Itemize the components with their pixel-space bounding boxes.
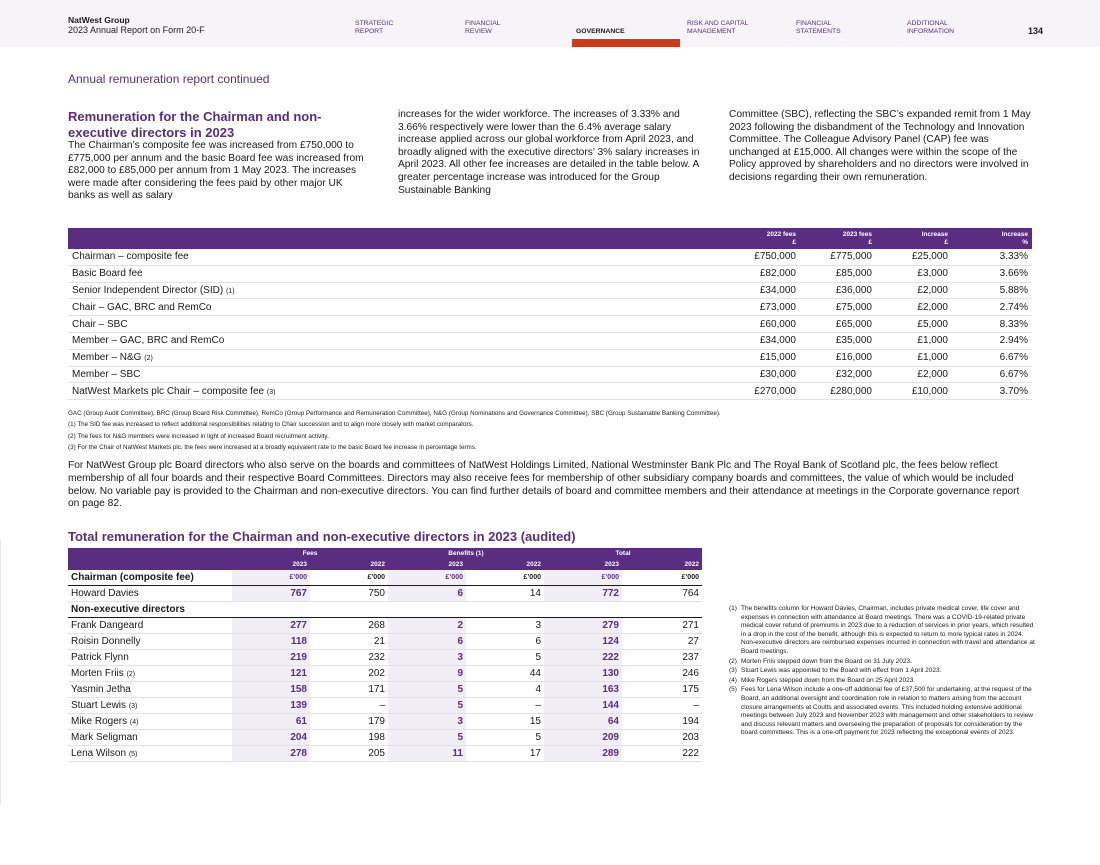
remuneration-value: 204	[232, 730, 310, 746]
fee-row	[68, 265, 1032, 282]
remuneration-value: 232	[310, 650, 388, 666]
fee-value: £3,000	[876, 265, 952, 282]
group-total: Total	[544, 548, 702, 559]
margin-rule	[0, 540, 1, 805]
director-name: Howard Davies	[68, 586, 232, 602]
group-header-row	[68, 548, 702, 559]
director-name: Lena Wilson (5)	[68, 746, 232, 762]
chairman-section-label: Chairman (composite fee)	[68, 570, 232, 586]
subsidiary-fees-paragraph: For NatWest Group plc Board directors who also serve on the boards and committees of NatWest Holdings Limited, National Westminster Bank Plc and The Royal Bank of Scotland plc, the fees below reflect membership of all four boards and their respective Board Committees. Directors may also receive fees for membership of other subsidiary company boards and committees, the value of which would be included below. No variable pay is provided to the Chairman and non-executive directors. You can find further details of board and committee members and their attendance at meetings in the Corporate governance report on page 82.	[68, 460, 1020, 510]
remuneration-value: 124	[544, 634, 622, 650]
unit-label: £’000	[232, 570, 310, 586]
remuneration-value: 4	[466, 682, 544, 698]
fee-label: Member – GAC, BRC and RemCo	[68, 332, 724, 349]
unit-label: £’000	[388, 570, 466, 586]
remuneration-value: 194	[622, 714, 702, 730]
fee-label: Senior Independent Director (SID) (1)	[68, 282, 724, 299]
fee-value: 3.70%	[952, 383, 1032, 400]
remuneration-value: 5	[388, 698, 466, 714]
fee-label: Member – N&G (2)	[68, 349, 724, 366]
remuneration-value: 179	[310, 714, 388, 730]
director-row	[68, 682, 702, 698]
fee-label: Member – SBC	[68, 366, 724, 383]
fee-label: Basic Board fee	[68, 265, 724, 282]
fee-label: Chairman – composite fee	[68, 249, 724, 265]
remuneration-value: 3	[388, 650, 466, 666]
fee-table-notes: GAC (Group Audit Committee), BRC (Group Board Risk Committee), RemCo (Group Performance and Remuneration Committee), N&G (Group Nominations and Governance Committee), SBC (Group Sustainable Banking Committee). (1) The SID fee was increased to reflect additional responsibilities relating to Chair succession and to align more closely with market comparators. (2) The fees for N&G members were increased in light of increased Board recruitment activity. (3) For the Chair of NatWest Markets plc, the fees were increased at a broadly equivalent rate to the basic Board fee increase in percentage terms.	[68, 410, 721, 451]
footnote: (5) Fees for Lena Wilson include a one-off additional fee of £37,500 for undertaking, at the request of the Board, an additional oversight and coordination role in relation to matters arising from the account closure arrangements at Coutts and associated events. This included holding extensive additional meetings between July 2023 and November 2023 with management and other stakeholders to review and discuss relevant matters and overseeing the preparation of proposals for consideration by the board committees. This is a one-off payment for 2023 reflecting the exceptional events of 2023.	[729, 686, 1033, 737]
remuneration-value: 171	[310, 682, 388, 698]
remuneration-value: 3	[466, 618, 544, 634]
unit-label: £’000	[466, 570, 544, 586]
remuneration-value: 289	[544, 746, 622, 762]
fee-value: £270,000	[724, 383, 800, 400]
remuneration-value: 203	[622, 730, 702, 746]
footnote: (4) Mike Rogers stepped down from the Board on 25 April 2023.	[729, 676, 916, 684]
fee-value: £1,000	[876, 349, 952, 366]
fee-value: 2.94%	[952, 332, 1032, 349]
remuneration-value: 767	[232, 586, 310, 602]
body-col-2: increases for the wider workforce. The increases of 3.33% and 3.66% respectively were lower than the 6.4% average salary increase applied across our global workforce from April 2023, and broadly aligned with the executive directors’ 3% salary increases in April 2023. All other fee increases are detailed in the table below. A greater percentage increase was introduced for the Group Sustainable Banking	[398, 109, 700, 196]
remuneration-value: 14	[466, 586, 544, 602]
group-fees: Fees	[232, 548, 388, 559]
remuneration-value: 163	[544, 682, 622, 698]
fee-value: 3.66%	[952, 265, 1032, 282]
remuneration-value: 6	[388, 586, 466, 602]
remuneration-value: 279	[544, 618, 622, 634]
units-row	[68, 570, 702, 586]
remuneration-value: 3	[388, 714, 466, 730]
fee-value: £73,000	[724, 299, 800, 316]
fee-value: £30,000	[724, 366, 800, 383]
remuneration-value: 121	[232, 666, 310, 682]
total-remuneration-title: Total remuneration for the Chairman and non-executive directors in 2023 (audited)	[68, 529, 576, 544]
fee-row	[68, 332, 1032, 349]
fee-value: £85,000	[800, 265, 876, 282]
fee-value: £2,000	[876, 366, 952, 383]
remuneration-value: 61	[232, 714, 310, 730]
fee-label: NatWest Markets plc Chair – composite fee (3)	[68, 383, 724, 400]
year-header-row: 2023 2022 2023 2022 2023 2022	[68, 559, 702, 570]
director-name: Morten Friis (2)	[68, 666, 232, 682]
director-row	[68, 618, 702, 634]
director-row	[68, 698, 702, 714]
col-header: Increase £	[876, 228, 952, 249]
fee-value: £750,000	[724, 249, 800, 265]
fee-value: £10,000	[876, 383, 952, 400]
director-name: Mike Rogers (4)	[68, 714, 232, 730]
fee-value: £34,000	[724, 332, 800, 349]
fee-value: £16,000	[800, 349, 876, 366]
fee-row	[68, 366, 1032, 383]
fee-row	[68, 299, 1032, 316]
remuneration-value: 219	[232, 650, 310, 666]
remuneration-value: 268	[310, 618, 388, 634]
remuneration-value: –	[622, 698, 702, 714]
remuneration-value: 237	[622, 650, 702, 666]
director-row	[68, 634, 702, 650]
unit-label: £’000	[544, 570, 622, 586]
remuneration-value: 2	[388, 618, 466, 634]
remuneration-value: 6	[466, 634, 544, 650]
remuneration-value: 27	[622, 634, 702, 650]
fee-table	[68, 228, 1032, 400]
remuneration-value: 222	[622, 746, 702, 762]
col-header: Increase %	[952, 228, 1032, 249]
fee-value: 2.74%	[952, 299, 1032, 316]
remuneration-value: 44	[466, 666, 544, 682]
remuneration-value: 118	[232, 634, 310, 650]
director-row	[68, 586, 702, 602]
remuneration-value: 764	[622, 586, 702, 602]
remuneration-value: 277	[232, 618, 310, 634]
nav-strategic-report[interactable]: STRATEGIC REPORT	[355, 20, 394, 35]
remuneration-value: 198	[310, 730, 388, 746]
director-row	[68, 730, 702, 746]
remuneration-value: 158	[232, 682, 310, 698]
remuneration-value: 5	[466, 650, 544, 666]
director-name: Yasmin Jetha	[68, 682, 232, 698]
body-col-1: The Chairman’s composite fee was increased from £750,000 to £775,000 per annum and the basic Board fee was increased from £82,000 to £85,000 per annum from 1 May 2023. The increases were made after considering the fees paid by other major UK banks as well as salary	[68, 140, 364, 202]
remuneration-value: 209	[544, 730, 622, 746]
col-header: 2022 fees £	[724, 228, 800, 249]
remuneration-value: 9	[388, 666, 466, 682]
fee-label: Chair – GAC, BRC and RemCo	[68, 299, 724, 316]
remuneration-value: 130	[544, 666, 622, 682]
remuneration-value: 144	[544, 698, 622, 714]
group-benefits: Benefits (1)	[388, 548, 544, 559]
remuneration-value: 222	[544, 650, 622, 666]
total-remuneration-table	[68, 548, 702, 762]
fee-row	[68, 383, 1032, 400]
footnote: (3) Stuart Lewis was appointed to the Board with effect from 1 April 2023.	[729, 667, 942, 675]
remuneration-value: 17	[466, 746, 544, 762]
fee-row	[68, 249, 1032, 265]
remuneration-value: 278	[232, 746, 310, 762]
fee-value: £2,000	[876, 282, 952, 299]
fee-value: £34,000	[724, 282, 800, 299]
remuneration-value: 5	[466, 730, 544, 746]
remuneration-value: 15	[466, 714, 544, 730]
nav-financial-review[interactable]: FINANCIAL REVIEW	[465, 20, 501, 35]
nav-financial-statements[interactable]: FINANCIAL STATEMENTS	[796, 20, 841, 35]
remuneration-value: 5	[388, 730, 466, 746]
fee-value: £15,000	[724, 349, 800, 366]
fee-row	[68, 316, 1032, 333]
director-name: Patrick Flynn	[68, 650, 232, 666]
director-row	[68, 650, 702, 666]
remuneration-value: 271	[622, 618, 702, 634]
remuneration-value: –	[310, 698, 388, 714]
remuneration-value: 64	[544, 714, 622, 730]
nav-governance[interactable]: GOVERNANCE	[576, 28, 625, 35]
director-row	[68, 714, 702, 730]
nav-risk-capital[interactable]: RISK AND CAPITAL MANAGEMENT	[687, 20, 749, 35]
remuneration-value: 246	[622, 666, 702, 682]
remuneration-value: 205	[310, 746, 388, 762]
fee-value: 6.67%	[952, 349, 1032, 366]
remuneration-footnotes	[729, 605, 1039, 739]
nav-additional-information[interactable]: ADDITIONAL INFORMATION	[907, 20, 955, 35]
fee-value: £82,000	[724, 265, 800, 282]
fee-row	[68, 349, 1032, 366]
fee-value: £65,000	[800, 316, 876, 333]
fee-value: £2,000	[876, 299, 952, 316]
remuneration-value: 175	[622, 682, 702, 698]
director-name: Mark Seligman	[68, 730, 232, 746]
fee-table-header	[68, 228, 1032, 249]
fee-value: £280,000	[800, 383, 876, 400]
remuneration-value: 139	[232, 698, 310, 714]
fee-value: 3.33%	[952, 249, 1032, 265]
director-name: Stuart Lewis (3)	[68, 698, 232, 714]
unit-label: £’000	[310, 570, 388, 586]
nav-active-indicator	[572, 39, 680, 47]
fee-value: £32,000	[800, 366, 876, 383]
fee-value: £60,000	[724, 316, 800, 333]
director-name: Frank Dangeard	[68, 618, 232, 634]
fee-value: £775,000	[800, 249, 876, 265]
report-subtitle: 2023 Annual Report on Form 20-F	[68, 25, 205, 35]
remuneration-value: 772	[544, 586, 622, 602]
fee-value: £75,000	[800, 299, 876, 316]
fee-label: Chair – SBC	[68, 316, 724, 333]
ned-header-row	[68, 602, 702, 618]
col-header: 2023 fees £	[800, 228, 876, 249]
body-col-3: Committee (SBC), reflecting the SBC’s expanded remit from 1 May 2023 following the disbandment of the Technology and Innovation Committee. The Colleague Advisory Panel (CAP) fee was unchanged at £15,000. All changes were within the scope of the Policy approved by shareholders and no directors were involved in decisions regarding their own remuneration.	[729, 109, 1031, 183]
director-row	[68, 746, 702, 762]
fee-value: 8.33%	[952, 316, 1032, 333]
section-title: Remuneration for the Chairman and non-executive directors in 2023	[68, 109, 322, 140]
director-row	[68, 666, 702, 682]
remuneration-value: 21	[310, 634, 388, 650]
footnote: (2) Morten Friis stepped down from the Board on 31 July 2023.	[729, 657, 912, 665]
director-name: Roisin Donnelly	[68, 634, 232, 650]
fee-value: £5,000	[876, 316, 952, 333]
fee-value: £25,000	[876, 249, 952, 265]
page-number: 134	[1028, 26, 1044, 36]
remuneration-value: 5	[388, 682, 466, 698]
remuneration-value: 202	[310, 666, 388, 682]
brand-name: NatWest Group	[68, 15, 130, 25]
ned-section-label: Non-executive directors	[68, 602, 702, 618]
fee-value: £1,000	[876, 332, 952, 349]
fee-value: 6.67%	[952, 366, 1032, 383]
remuneration-value: 6	[388, 634, 466, 650]
fee-value: £35,000	[800, 332, 876, 349]
unit-label: £’000	[622, 570, 702, 586]
fee-value: 5.88%	[952, 282, 1032, 299]
fee-row	[68, 282, 1032, 299]
remuneration-value: 11	[388, 746, 466, 762]
remuneration-value: 750	[310, 586, 388, 602]
remuneration-value: –	[466, 698, 544, 714]
breadcrumb: Annual remuneration report continued	[68, 72, 270, 86]
fee-value: £36,000	[800, 282, 876, 299]
footnote: (1) The benefits column for Howard Davies, Chairman, includes private medical cover, life cover and expenses in connection with attendance at Board meetings. There was a COVID-19-related private medical cover refund of premiums in 2023 due to a reduction of services in prior years, which resulted in a drop in the cost of the benefit, although this is expected to return to more typical rates in 2024. Non-executive directors are reimbursed expenses incurred in connection with travel and attendance at Board meetings.	[729, 605, 1035, 655]
